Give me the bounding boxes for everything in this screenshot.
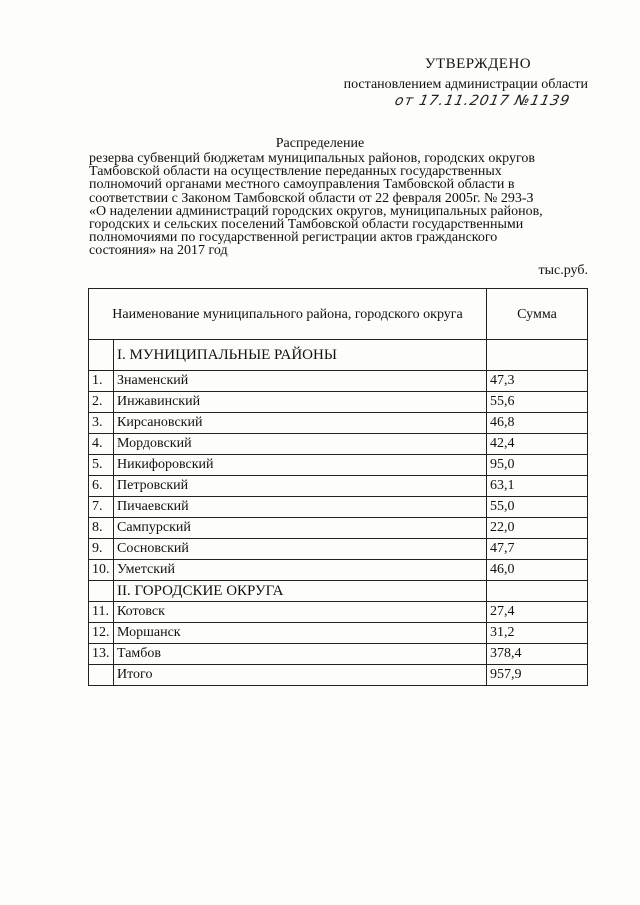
row-number: 12. [89, 623, 114, 644]
row-number: 2. [89, 392, 114, 413]
intro-line: «О наделении администраций городских округов, муниципальных районов, [89, 203, 543, 219]
row-name: Пичаевский [114, 497, 487, 518]
row-number: 11. [89, 602, 114, 623]
row-number: 13. [89, 644, 114, 665]
row-sum: 95,0 [487, 455, 588, 476]
intro-line: полномочий органами местного самоуправления Тамбовской области в [89, 177, 515, 193]
row-name: Мордовский [114, 434, 487, 455]
intro-line: Тамбовской области на осуществление переданных государственных [89, 164, 502, 180]
total-sum: 957,9 [487, 665, 588, 686]
approval-signature: от 17.11.2017 №1139 [393, 93, 572, 109]
section-num-cell [89, 581, 114, 602]
row-name: Никифоровский [114, 455, 487, 476]
table-row [89, 539, 588, 560]
row-name: Котовск [114, 602, 487, 623]
total-row [89, 665, 588, 686]
row-number: 8. [89, 518, 114, 539]
section-row [89, 581, 588, 602]
row-number: 1. [89, 371, 114, 392]
intro-line: резерва субвенций бюджетам муниципальных районов, городских округов [89, 151, 535, 166]
section-num-cell [89, 340, 114, 371]
row-sum: 55,0 [487, 497, 588, 518]
intro-line: соответствии с Законом Тамбовской области от 22 февраля 2005г. № 293-З [89, 190, 534, 206]
approval-authority: постановлением администрации области [343, 77, 588, 92]
row-name: Сосновский [114, 539, 487, 560]
table-row [89, 371, 588, 392]
row-name: Знаменский [114, 371, 487, 392]
section-sum-cell [487, 581, 588, 602]
intro-line: состояния» на 2017 год [89, 243, 228, 259]
section-title: I. МУНИЦИПАЛЬНЫЕ РАЙОНЫ [114, 340, 487, 371]
row-number: 7. [89, 497, 114, 518]
table-row [89, 560, 588, 581]
approval-title: УТВЕРЖДЕНО [424, 56, 532, 72]
table-row [89, 476, 588, 497]
table-row [89, 602, 588, 623]
table-header-row [89, 289, 588, 340]
distribution-table [88, 288, 588, 686]
document-intro [89, 152, 589, 258]
table-row [89, 644, 588, 665]
intro-line: городских и сельских поселений Тамбовской области государственными [89, 217, 524, 233]
row-number: 5. [89, 455, 114, 476]
row-name: Уметский [114, 560, 487, 581]
row-sum: 27,4 [487, 602, 588, 623]
document-title: Распределение [275, 136, 365, 151]
table-row [89, 455, 588, 476]
table-row [89, 434, 588, 455]
row-sum: 42,4 [487, 434, 588, 455]
total-label: Итого [114, 665, 487, 686]
row-number: 4. [89, 434, 114, 455]
row-sum: 63,1 [487, 476, 588, 497]
row-name: Кирсановский [114, 413, 487, 434]
table-row [89, 413, 588, 434]
intro-line: полномочиями по государственной регистрации актов гражданского [89, 230, 498, 246]
row-sum: 22,0 [487, 518, 588, 539]
units-label: тыс.руб. [538, 263, 588, 278]
table-row [89, 623, 588, 644]
section-title: II. ГОРОДСКИЕ ОКРУГА [114, 581, 487, 602]
row-name: Моршанск [114, 623, 487, 644]
approval-stamp [298, 56, 588, 109]
row-sum: 47,7 [487, 539, 588, 560]
row-name: Инжавинский [114, 392, 487, 413]
row-number: 3. [89, 413, 114, 434]
row-number: 10. [89, 560, 114, 581]
row-sum: 46,0 [487, 560, 588, 581]
row-sum: 47,3 [487, 371, 588, 392]
row-sum: 46,8 [487, 413, 588, 434]
table-row [89, 497, 588, 518]
row-name: Сампурский [114, 518, 487, 539]
row-number: 6. [89, 476, 114, 497]
table-row [89, 392, 588, 413]
total-num-cell [89, 665, 114, 686]
row-sum: 31,2 [487, 623, 588, 644]
row-number: 9. [89, 539, 114, 560]
row-sum: 378,4 [487, 644, 588, 665]
table-row [89, 518, 588, 539]
section-sum-cell [487, 340, 588, 371]
row-name: Тамбов [114, 644, 487, 665]
header-sum: Сумма [487, 289, 588, 340]
row-sum: 55,6 [487, 392, 588, 413]
header-name: Наименование муниципального района, городского округа [89, 289, 487, 340]
row-name: Петровский [114, 476, 487, 497]
section-row [89, 340, 588, 371]
